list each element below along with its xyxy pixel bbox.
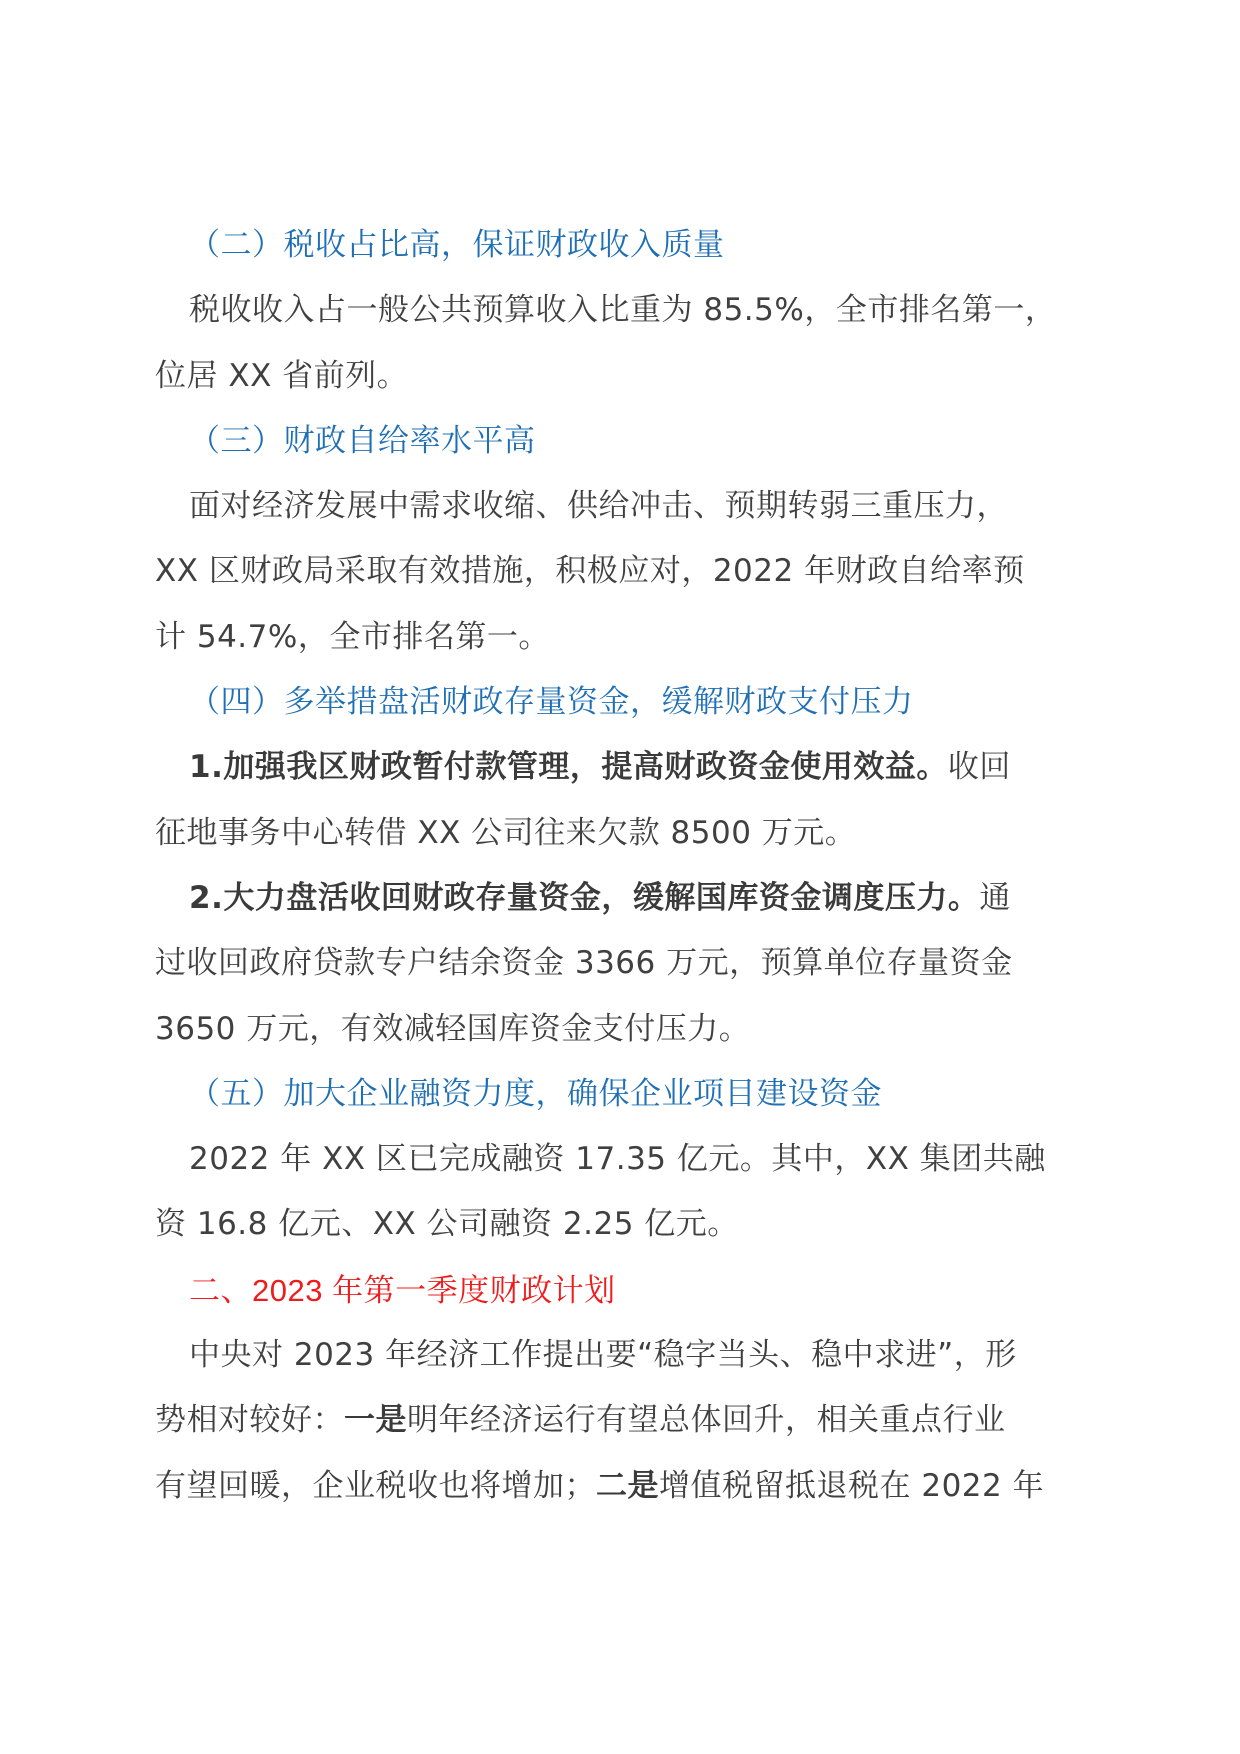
paragraph-line — [155, 1454, 1095, 1519]
paragraph-text: 势相对较好： — [155, 1402, 344, 1439]
paragraph-line: 计 54.7%，全市排名第一。 — [155, 618, 550, 655]
section-heading-2: （二）税收占比高，保证财政收入质量 — [189, 227, 725, 263]
paragraph-line — [155, 1388, 1095, 1453]
bold-lead: 1.加强我区财政暂付款管理，提高财政资金使用效益。 — [189, 749, 948, 786]
bold-marker: 一是 — [344, 1402, 407, 1439]
section-heading-3: （三）财政自给率水平高 — [189, 422, 536, 459]
paragraph-line: 中央对 2023 年经济工作提出要“稳字当头、稳中求进”，形 — [189, 1337, 1017, 1374]
bold-marker: 二是 — [596, 1467, 659, 1504]
paragraph-line: 税收收入占一般公共预算收入比重为 85.5%，全市排名第一， — [189, 292, 1057, 329]
paragraph-line: 位居 XX 省前列。 — [155, 357, 409, 394]
paragraph-text: 有望回暖，企业税收也将增加； — [155, 1467, 596, 1504]
part-heading-2: 二、2023 年第一季度财政计划 — [189, 1272, 616, 1308]
paragraph-text: 明年经济运行有望总体回升，相关重点行业 — [407, 1402, 1006, 1439]
paragraph-line: 资 16.8 亿元、XX 公司融资 2.25 亿元。 — [155, 1206, 739, 1243]
paragraph-line: 过收回政府贷款专户结余资金 3366 万元，预算单位存量资金 — [155, 945, 1013, 982]
paragraph-text: 收回 — [947, 749, 1011, 786]
bold-lead: 2.大力盘活收回财政存量资金，缓解国库资金调度压力。 — [189, 879, 980, 916]
paragraph-line — [155, 866, 1095, 931]
paragraph-line: 征地事务中心转借 XX 公司往来欠款 8500 万元。 — [155, 814, 857, 851]
section-heading-4: （四）多举措盘活财政存量资金，缓解财政支付压力 — [189, 684, 914, 721]
paragraph-line: 面对经济发展中需求收缩、供给冲击、预期转弱三重压力， — [189, 488, 1008, 525]
paragraph-text: 通 — [979, 879, 1011, 916]
paragraph-line: XX 区财政局采取有效措施，积极应对，2022 年财政自给率预 — [155, 553, 1025, 590]
paragraph-line: 2022 年 XX 区已完成融资 17.35 亿元。其中，XX 集团共融 — [189, 1141, 1046, 1178]
paragraph-text: 增值税留抵退税在 2022 年 — [659, 1467, 1045, 1504]
paragraph-line: 3650 万元，有效减轻国库资金支付压力。 — [155, 1010, 751, 1047]
paragraph-line — [155, 735, 1095, 800]
section-heading-5: （五）加大企业融资力度，确保企业项目建设资金 — [189, 1075, 882, 1112]
document-page — [155, 213, 1095, 1519]
